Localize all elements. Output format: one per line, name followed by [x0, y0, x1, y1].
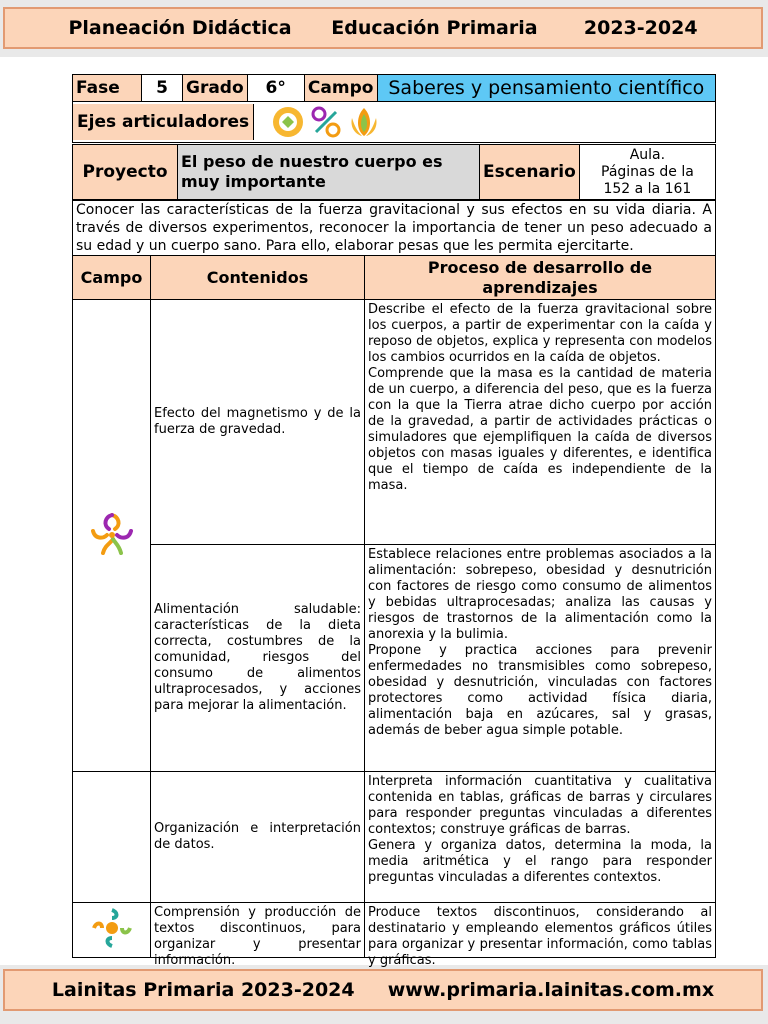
table-row — [73, 545, 716, 772]
proceso-paragraph: Comprende que la masa es la cantidad de materia de un cuerpo, a diferencia del peso, que es la fuerza con la que la Tierra atrae dicho cuerpo por acción de la gravedad, a partir de actividades prácticas o simuladores que ejemplifiquen la caída de diversos objetos con masas iguales y diferentes, e identifica que el tiempo de caída es independiente de la masa. — [368, 366, 712, 493]
proceso-paragraph: Describe el efecto de la fuerza gravitacional sobre los cuerpos, a partir de experimentar con la caída y reposo de objetos, explica y representa con modelos los cambios ocurridos en la caída de objetos. — [368, 302, 712, 365]
ejes-label: Ejes articuladores — [73, 104, 254, 140]
proyecto-table — [72, 144, 716, 200]
description-table — [72, 200, 716, 256]
fase-label: Fase — [73, 75, 142, 102]
vida-saludable-icon — [346, 104, 382, 140]
contenido-cell: Organización e interpretación de datos. — [151, 772, 365, 903]
proceso-paragraph: Genera y organiza datos, determina la moda, la media aritmética y el rango para responder preguntas vinculadas a diferentes contextos. — [368, 838, 712, 885]
content-table — [72, 255, 716, 968]
header-title: Planeación Didáctica — [68, 17, 292, 39]
proceso-paragraph: Establece relaciones entre problemas asociados a la alimentación: sobrepeso, obesidad y desnutrición con factores de riesgo como consumo de alimentos y bebidas ultraprocesadas; analiza las causas y riesgos de trastornos de la alimentación como la anorexia y la bulimia. — [368, 547, 712, 642]
proceso-cell — [365, 300, 716, 545]
col-header-proceso-line2: aprendizajes — [482, 277, 598, 297]
escenario-line1: Aula. — [629, 146, 666, 163]
table-row — [73, 300, 716, 545]
campo-label: Campo — [304, 75, 377, 102]
col-header-proceso-line1: Proceso de desarrollo de — [427, 257, 653, 277]
ejes-icons — [270, 104, 382, 140]
proceso-cell — [365, 772, 716, 903]
campo-cell-lenguajes — [73, 903, 151, 958]
proceso-cell — [365, 545, 716, 772]
campo-value: Saberes y pensamiento científico — [377, 75, 715, 102]
inclusion-icon — [270, 104, 306, 140]
col-header-campo: Campo — [73, 256, 151, 300]
proyecto-title: El peso de nuestro cuerpo es muy importante — [178, 145, 480, 200]
proceso-cell — [365, 903, 716, 968]
header-level: Educación Primaria — [331, 17, 538, 39]
project-description: Conocer las características de la fuerza gravitacional y sus efectos en su vida diaria. A través de diversos experimentos, reconocer la importancia de tener un peso adecuado a su edad y un cuerpo sano. Para ello, elaborar pesas que les permita ejercitarte. — [73, 201, 716, 256]
saberes-campo-icon — [85, 507, 139, 561]
col-header-proceso — [365, 256, 716, 300]
proceso-paragraph: Propone y practica acciones para prevenir enfermedades no transmisibles como sobrepeso, obesidad y desnutrición, vinculadas con factores protectores como actividad física diaria, alimentación baja en azúcares, sal y grasas, además de beber agua simple potable. — [368, 643, 712, 738]
contenido-clip: Comprensión y producción de textos discontinuos, para organizar y presentar información. — [154, 905, 361, 968]
header-banner — [3, 7, 763, 49]
interculturalidad-icon — [308, 104, 344, 140]
contenido-cell: Alimentación saludable: características de la dieta correcta, costumbres de la comunidad, riesgos del consumo de alimentos ultraprocesados, y acciones para mejorar la alimentación. — [151, 545, 365, 772]
escenario-label: Escenario — [480, 145, 580, 200]
escenario-value — [579, 145, 715, 200]
document-page — [0, 57, 768, 968]
contenido-cell: Efecto del magnetismo y de la fuerza de gravedad. — [151, 300, 365, 545]
fase-value: 5 — [142, 75, 183, 102]
footer-banner — [3, 969, 763, 1011]
col-header-contenidos: Contenidos — [151, 256, 365, 300]
proyecto-label: Proyecto — [73, 145, 178, 200]
header-year: 2023-2024 — [583, 17, 698, 39]
campo-cell-empty — [73, 772, 151, 903]
table-row — [73, 772, 716, 903]
lenguajes-campo-icon — [90, 906, 134, 950]
proceso-paragraph: Produce textos discontinuos, considerando al destinatario y empleando elementos gráficos útiles para organizar y presentar información, como tablas y gráficas. — [368, 905, 712, 968]
escenario-line3: 152 a la 161 — [603, 180, 692, 197]
table-row — [73, 903, 716, 958]
campo-cell-saberes — [73, 300, 151, 772]
grado-value: 6° — [247, 75, 304, 102]
grado-label: Grado — [183, 75, 248, 102]
proceso-paragraph: Interpreta información cuantitativa y cualitativa contenida en tablas, gráficas de barras y circulares para responder preguntas vinculadas a diferentes contextos; construye gráficas de barras. — [368, 774, 712, 837]
ejes-table — [72, 101, 716, 143]
footer-brand: Lainitas Primaria 2023-2024 — [51, 979, 355, 1001]
escenario-line2: Páginas de la — [601, 163, 694, 180]
info-table — [72, 74, 716, 102]
ejes-row — [73, 102, 716, 143]
contenido-cell — [151, 903, 365, 968]
footer-url[interactable]: www.primaria.lainitas.com.mx — [387, 979, 715, 1001]
